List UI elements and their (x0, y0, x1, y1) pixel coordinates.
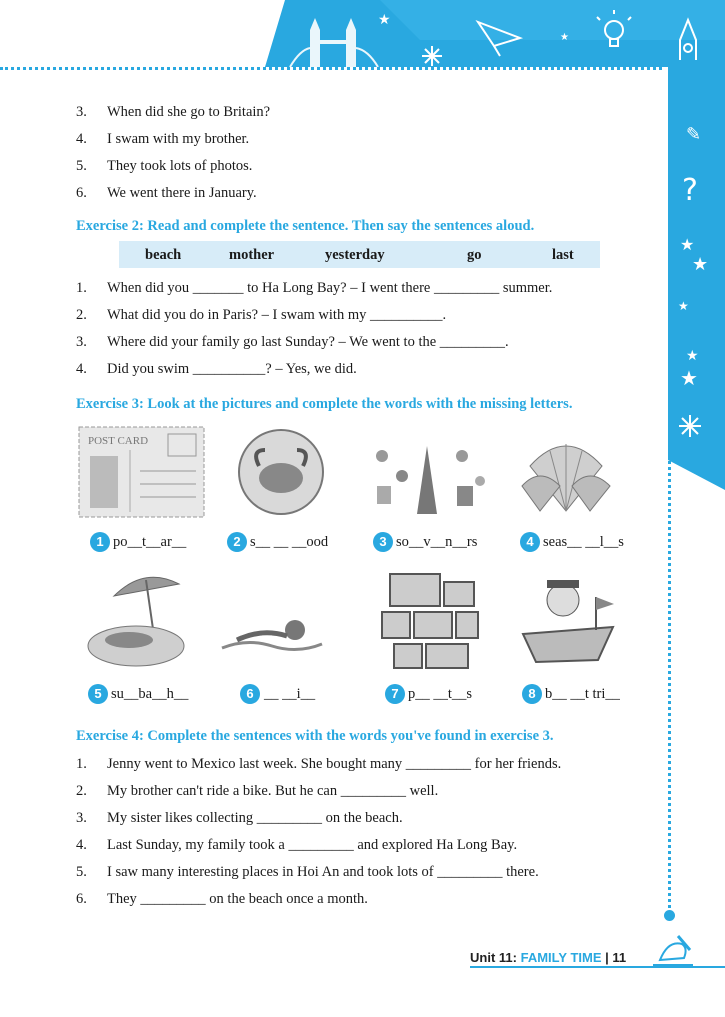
word-bank-item: yesterday (325, 247, 385, 263)
postcard-picture (78, 426, 205, 518)
picture-number-badge: 6 (240, 684, 260, 704)
ex2-item-number: 2. (76, 307, 87, 323)
snowflake-icon (422, 46, 442, 66)
ex2-item-number: 1. (76, 280, 87, 296)
postcard-label: POST CARD (88, 435, 149, 447)
ex4-item-number: 6. (76, 891, 87, 907)
missing-letters-word: b__ __t tri__ (545, 686, 620, 702)
ex1-item-text: They took lots of photos. (107, 158, 253, 174)
footer-unit-title: FAMILY TIME (520, 950, 602, 965)
ex2-item-text: When did you _______ to Ha Long Bay? – I went there _________ summer. (107, 280, 553, 296)
boat-trip-picture (518, 572, 618, 672)
stars-icon-5: ★ (680, 366, 698, 390)
word-bank-item: mother (229, 247, 275, 263)
missing-letters-word: __ __i__ (264, 686, 316, 702)
ex4-item-number: 3. (76, 810, 87, 826)
border-end-dot (664, 910, 675, 921)
picture-number-badge: 8 (522, 684, 542, 704)
ex1-item-number: 4. (76, 131, 87, 147)
ex2-item-text: Did you swim __________? – Yes, we did. (107, 361, 357, 377)
swim-picture (217, 610, 327, 658)
snowflake-icon-side (679, 415, 701, 437)
ex2-item-text: What did you do in Paris? – I swam with my __________. (107, 307, 447, 323)
souvenirs-picture (362, 426, 492, 518)
word-bank-item: go (467, 247, 482, 263)
word-bank (119, 241, 600, 268)
ex4-item-text: I saw many interesting places in Hoi An and took lots of _________ there. (107, 864, 539, 880)
sunbathe-picture (84, 566, 194, 671)
exercise-3-title: Exercise 3: Look at the pictures and complete the words with the missing letters. (76, 396, 573, 412)
ex1-item-number: 5. (76, 158, 87, 174)
seashells-picture (520, 426, 612, 516)
pencil-icon: ✎ (686, 124, 702, 145)
ex4-item-text: Last Sunday, my family took a _________ and explored Ha Long Bay. (107, 837, 518, 853)
missing-letters-word: p__ __t__s (408, 686, 473, 702)
ex4-item-number: 4. (76, 837, 87, 853)
stars-icon: ★ (680, 235, 695, 254)
ex1-item-text: We went there in January. (107, 185, 257, 201)
picture-number-badge: 7 (385, 684, 405, 704)
stars-icon-4: ★ (686, 348, 699, 364)
photos-picture (380, 572, 480, 672)
ex2-item-text: Where did your family go last Sunday? – We went to the _________. (107, 334, 509, 350)
ex2-item-number: 4. (76, 361, 87, 377)
missing-letters-word: so__v__n__rs (396, 534, 478, 550)
ex4-item-text: They _________ on the beach once a month. (107, 891, 368, 907)
footer-unit-label: Unit 11: (470, 950, 517, 965)
picture-number-badge: 2 (227, 532, 247, 552)
picture-number-badge: 5 (88, 684, 108, 704)
writing-hand-icon (648, 930, 698, 970)
right-decor-strip (668, 60, 725, 490)
ex1-item-text: When did she go to Britain? (107, 104, 271, 120)
ex4-item-number: 5. (76, 864, 87, 880)
ex4-item-text: Jenny went to Mexico last week. She bought many _________ for her friends. (107, 756, 562, 772)
ex1-item-number: 3. (76, 104, 87, 120)
picture-number-badge: 3 (373, 532, 393, 552)
ex4-item-text: My brother can't ride a bike. But he can _________ well. (107, 783, 439, 799)
page-footer (470, 950, 626, 965)
page-number: 11 (612, 950, 627, 965)
star-icon: ★ (378, 12, 391, 28)
ex4-item-number: 2. (76, 783, 87, 799)
header-banner (0, 0, 725, 95)
stars-icon-3: ★ (678, 299, 689, 313)
right-dotted-border (668, 100, 671, 915)
footer-separator: | (605, 950, 609, 965)
word-bank-item: beach (145, 247, 182, 263)
ex1-item-text: I swam with my brother. (107, 131, 250, 147)
word-bank-item: last (552, 247, 574, 263)
stars-icon-2: ★ (692, 254, 709, 275)
picture-number-badge: 1 (90, 532, 110, 552)
exercise-4-title: Exercise 4: Complete the sentences with the words you've found in exercise 3. (76, 728, 554, 744)
seafood-picture (237, 426, 325, 518)
question-mark-icon: ? (682, 173, 698, 208)
ex4-item-number: 1. (76, 756, 87, 772)
ex1-item-number: 6. (76, 185, 87, 201)
ex4-item-text: My sister likes collecting _________ on the beach. (107, 810, 403, 826)
missing-letters-word: po__t__ar__ (113, 534, 187, 550)
top-dotted-border (0, 67, 662, 70)
star-icon-small: ★ (560, 32, 569, 43)
ex2-item-number: 3. (76, 334, 87, 350)
missing-letters-word: s__ __ __ood (250, 534, 329, 550)
missing-letters-word: seas__ __l__s (543, 534, 624, 550)
exercise-2-title: Exercise 2: Read and complete the sentence. Then say the sentences aloud. (76, 218, 535, 234)
missing-letters-word: su__ba__h__ (111, 686, 189, 702)
picture-number-badge: 4 (520, 532, 540, 552)
